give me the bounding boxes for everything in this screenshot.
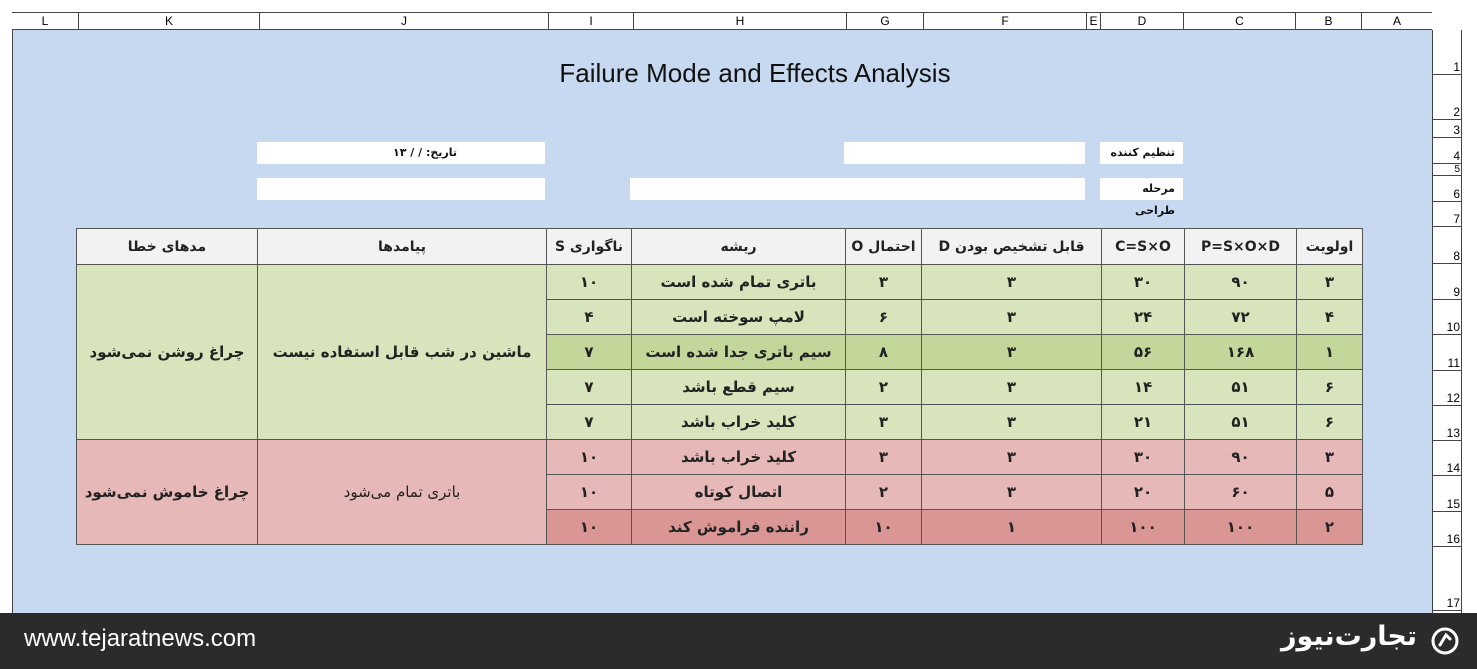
cell-rpn[interactable]: ۹۰	[1185, 265, 1297, 300]
cell-priority[interactable]: ۳	[1297, 265, 1363, 300]
header-criticality[interactable]: C=S×O	[1102, 229, 1185, 265]
cell-criticality[interactable]: ۳۰	[1102, 265, 1185, 300]
column-header-H[interactable]: H	[633, 13, 846, 30]
brand-logo-icon	[1431, 627, 1459, 655]
header-severity[interactable]: ناگواری S	[547, 229, 632, 265]
cell-occurrence[interactable]: ۱۰	[846, 510, 922, 545]
cell-severity[interactable]: ۱۰	[547, 475, 632, 510]
cell-occurrence[interactable]: ۳	[846, 405, 922, 440]
cell-criticality[interactable]: ۲۰	[1102, 475, 1185, 510]
cell-rpn[interactable]: ۹۰	[1185, 440, 1297, 475]
organizer-label: تنظیم کننده	[1100, 142, 1183, 164]
phase-label: مرحله طراحی	[1100, 178, 1183, 200]
cell-severity[interactable]: ۴	[547, 300, 632, 335]
cell-cause[interactable]: لامپ سوخته است	[632, 300, 846, 335]
cell-priority[interactable]: ۲	[1297, 510, 1363, 545]
cell-criticality[interactable]: ۱۰۰	[1102, 510, 1185, 545]
cell-severity[interactable]: ۷	[547, 370, 632, 405]
header-rpn[interactable]: P=S×O×D	[1185, 229, 1297, 265]
row-header-15[interactable]: 15	[1433, 476, 1462, 512]
cell-occurrence[interactable]: ۲	[846, 475, 922, 510]
cell-rpn[interactable]: ۷۲	[1185, 300, 1297, 335]
cell-detection[interactable]: ۳	[922, 300, 1102, 335]
date-field[interactable]: تاریخ: / / ۱۳	[257, 142, 545, 164]
cell-severity[interactable]: ۱۰	[547, 510, 632, 545]
row-header-12[interactable]: 12	[1433, 371, 1462, 406]
column-header-C[interactable]: C	[1183, 13, 1295, 30]
cell-criticality[interactable]: ۵۶	[1102, 335, 1185, 370]
row-header-14[interactable]: 14	[1433, 441, 1462, 476]
column-header-K[interactable]: K	[78, 13, 259, 30]
cell-detection[interactable]: ۳	[922, 370, 1102, 405]
cell-cause[interactable]: کلید خراب باشد	[632, 405, 846, 440]
cell-cause[interactable]: سیم باتری جدا شده است	[632, 335, 846, 370]
cell-rpn[interactable]: ۵۱	[1185, 405, 1297, 440]
cell-mode-group1[interactable]: چراغ روشن نمی‌شود	[77, 265, 258, 440]
header-detection[interactable]: قابل تشخیص بودن D	[922, 229, 1102, 265]
row-header-7[interactable]: 7	[1433, 202, 1462, 227]
cell-cause[interactable]: اتصال کوتاه	[632, 475, 846, 510]
footer-bar	[0, 613, 1477, 669]
cell-detection[interactable]: ۳	[922, 265, 1102, 300]
cell-cause[interactable]: کلید خراب باشد	[632, 440, 846, 475]
header-cause[interactable]: ریشه	[632, 229, 846, 265]
header-effects[interactable]: پیامدها	[258, 229, 547, 265]
column-header-E[interactable]: E	[1086, 13, 1100, 30]
column-header-J[interactable]: J	[259, 13, 548, 30]
row-header-6[interactable]: 6	[1433, 176, 1462, 202]
cell-occurrence[interactable]: ۳	[846, 440, 922, 475]
cell-cause[interactable]: راننده فراموش کند	[632, 510, 846, 545]
cell-priority[interactable]: ۶	[1297, 405, 1363, 440]
cell-priority[interactable]: ۵	[1297, 475, 1363, 510]
brand-name: تجارت‌نیوز	[1280, 621, 1417, 652]
header-priority[interactable]: اولویت	[1297, 229, 1363, 265]
row-header-10[interactable]: 10	[1433, 300, 1462, 335]
cell-criticality[interactable]: ۳۰	[1102, 440, 1185, 475]
row-header-13[interactable]: 13	[1433, 406, 1462, 441]
cell-severity[interactable]: ۷	[547, 405, 632, 440]
fmea-table	[76, 228, 1363, 545]
cell-criticality[interactable]: ۲۱	[1102, 405, 1185, 440]
column-header-A[interactable]: A	[1361, 13, 1432, 30]
sheet-title: Failure Mode and Effects Analysis	[559, 58, 951, 88]
row-header-3[interactable]: 3	[1433, 120, 1462, 138]
cell-severity[interactable]: ۷	[547, 335, 632, 370]
cell-occurrence[interactable]: ۶	[846, 300, 922, 335]
cell-severity[interactable]: ۱۰	[547, 440, 632, 475]
header-failure-modes[interactable]: مدهای خطا	[77, 229, 258, 265]
cell-rpn[interactable]: ۱۶۸	[1185, 335, 1297, 370]
header-occurrence[interactable]: احتمال O	[846, 229, 922, 265]
column-header-B[interactable]: B	[1295, 13, 1361, 30]
cell-priority[interactable]: ۴	[1297, 300, 1363, 335]
cell-effect-group1[interactable]: ماشین در شب قابل استفاده نیست	[258, 265, 547, 440]
row-header-2[interactable]: 2	[1433, 75, 1462, 120]
cell-criticality[interactable]: ۲۴	[1102, 300, 1185, 335]
cell-priority[interactable]: ۶	[1297, 370, 1363, 405]
cell-occurrence[interactable]: ۳	[846, 265, 922, 300]
column-header-I[interactable]: I	[548, 13, 633, 30]
table-row	[77, 440, 1363, 475]
phase-input[interactable]	[630, 178, 1085, 200]
row-header-8[interactable]: 8	[1433, 227, 1462, 264]
column-header-bar	[12, 12, 1432, 30]
column-header-D[interactable]: D	[1100, 13, 1183, 30]
cell-rpn[interactable]: ۱۰۰	[1185, 510, 1297, 545]
cell-cause[interactable]: باتری تمام شده است	[632, 265, 846, 300]
row-header-bar	[1432, 30, 1462, 620]
row-header-16[interactable]: 16	[1433, 512, 1462, 547]
cell-severity[interactable]: ۱۰	[547, 265, 632, 300]
phase-extra-input[interactable]	[257, 178, 545, 200]
organizer-input[interactable]	[844, 142, 1085, 164]
row-header-1[interactable]: 1	[1433, 30, 1462, 75]
cell-rpn[interactable]: ۶۰	[1185, 475, 1297, 510]
cell-rpn[interactable]: ۵۱	[1185, 370, 1297, 405]
row-header-9[interactable]: 9	[1433, 264, 1462, 300]
cell-cause[interactable]: سیم قطع باشد	[632, 370, 846, 405]
row-header-4[interactable]: 4	[1433, 138, 1462, 164]
table-header-row	[77, 229, 1363, 265]
cell-priority[interactable]: ۱	[1297, 335, 1363, 370]
table-row	[77, 265, 1363, 300]
cell-detection[interactable]: ۳	[922, 475, 1102, 510]
cell-priority[interactable]: ۳	[1297, 440, 1363, 475]
column-header-F[interactable]: F	[923, 13, 1086, 30]
column-header-G[interactable]: G	[846, 13, 923, 30]
cell-mode-group2[interactable]: چراغ خاموش نمی‌شود	[77, 440, 258, 545]
cell-criticality[interactable]: ۱۴	[1102, 370, 1185, 405]
column-header-L[interactable]: L	[41, 14, 49, 28]
cell-detection[interactable]: ۳	[922, 335, 1102, 370]
row-header-17[interactable]: 17	[1433, 547, 1462, 611]
site-url[interactable]: www.tejaratnews.com	[24, 625, 257, 652]
cell-detection[interactable]: ۳	[922, 440, 1102, 475]
row-header-5[interactable]: 5	[1433, 164, 1462, 176]
cell-detection[interactable]: ۳	[922, 405, 1102, 440]
cell-occurrence[interactable]: ۸	[846, 335, 922, 370]
cell-effect-group2[interactable]: باتری تمام می‌شود	[258, 440, 547, 545]
cell-detection[interactable]: ۱	[922, 510, 1102, 545]
row-header-11[interactable]: 11	[1433, 335, 1462, 371]
cell-occurrence[interactable]: ۲	[846, 370, 922, 405]
